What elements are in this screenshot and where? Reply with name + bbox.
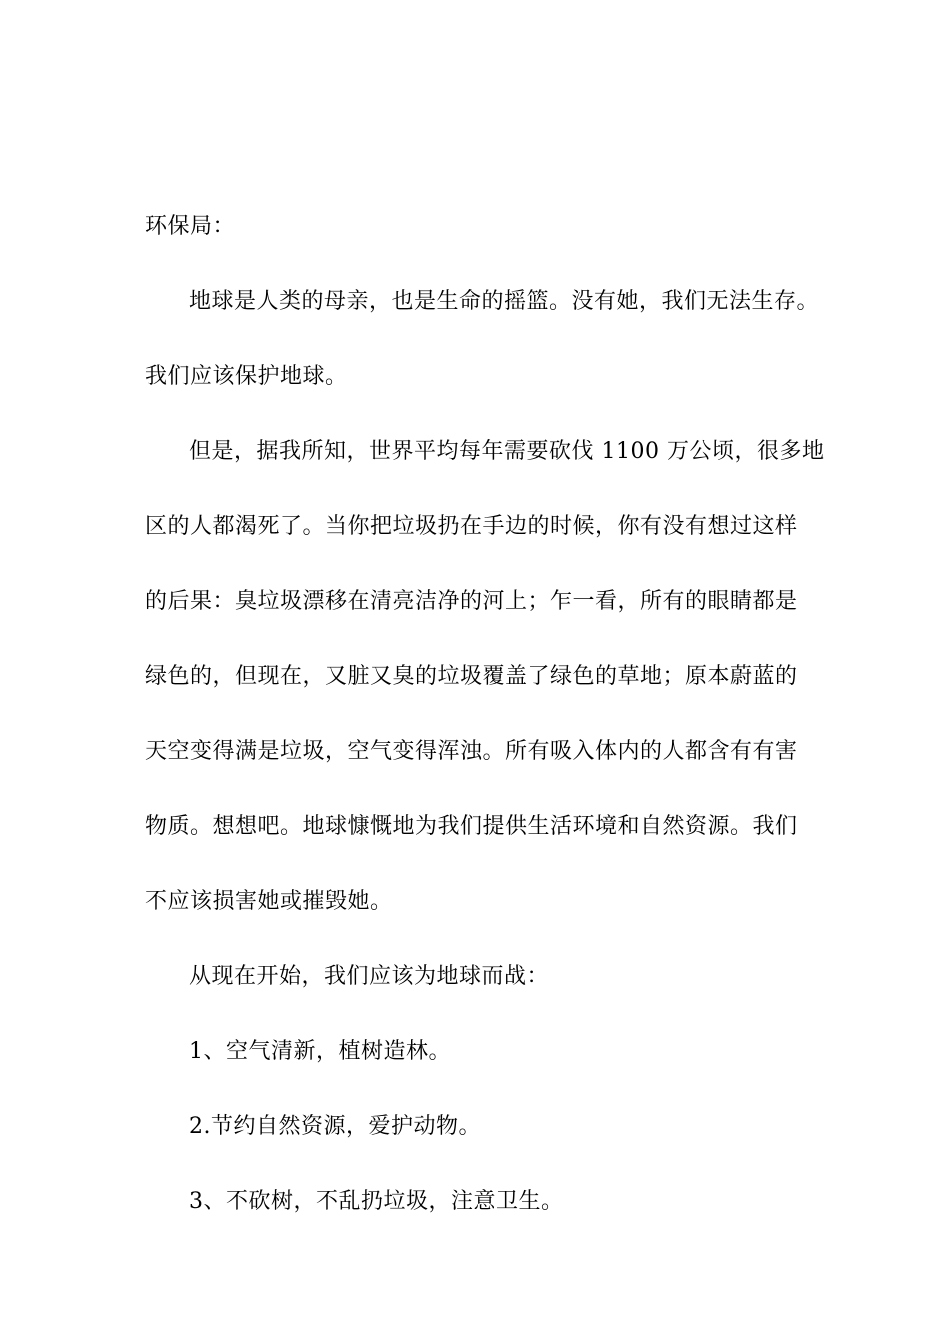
list-item: 3、不砍树，不乱扔垃圾，注意卫生。 [189,1189,564,1214]
paragraph-line: 物质。想想吧。地球慷慨地为我们提供生活环境和自然资源。我们 [145,814,798,839]
list-item: 1、空气清新，植树造林。 [189,1039,451,1064]
paragraph-line: 区的人都渴死了。当你把垃圾扔在手边的时候，你有没有想过这样 [145,514,798,539]
paragraph-line: 绿色的，但现在，又脏又臭的垃圾覆盖了绿色的草地；原本蔚蓝的 [145,664,798,689]
paragraph-line: 从现在开始，我们应该为地球而战： [189,964,550,989]
salutation: 环保局： [145,214,236,239]
paragraph-line: 天空变得满是垃圾，空气变得浑浊。所有吸入体内的人都含有有害 [145,739,798,764]
paragraph-line: 地球是人类的母亲，也是生命的摇篮。没有她，我们无法生存。 [189,289,820,314]
paragraph-line: 但是，据我所知，世界平均每年需要砍伐 1100 万公顷，很多地 [189,439,825,464]
paragraph-line: 不应该损害她或摧毁她。 [145,889,393,914]
paragraph-line: 的后果：臭垃圾漂移在清亮洁净的河上；乍一看，所有的眼睛都是 [145,589,798,614]
paragraph-line: 我们应该保护地球。 [145,364,348,389]
list-item: 2.节约自然资源，爱护动物。 [189,1114,481,1139]
